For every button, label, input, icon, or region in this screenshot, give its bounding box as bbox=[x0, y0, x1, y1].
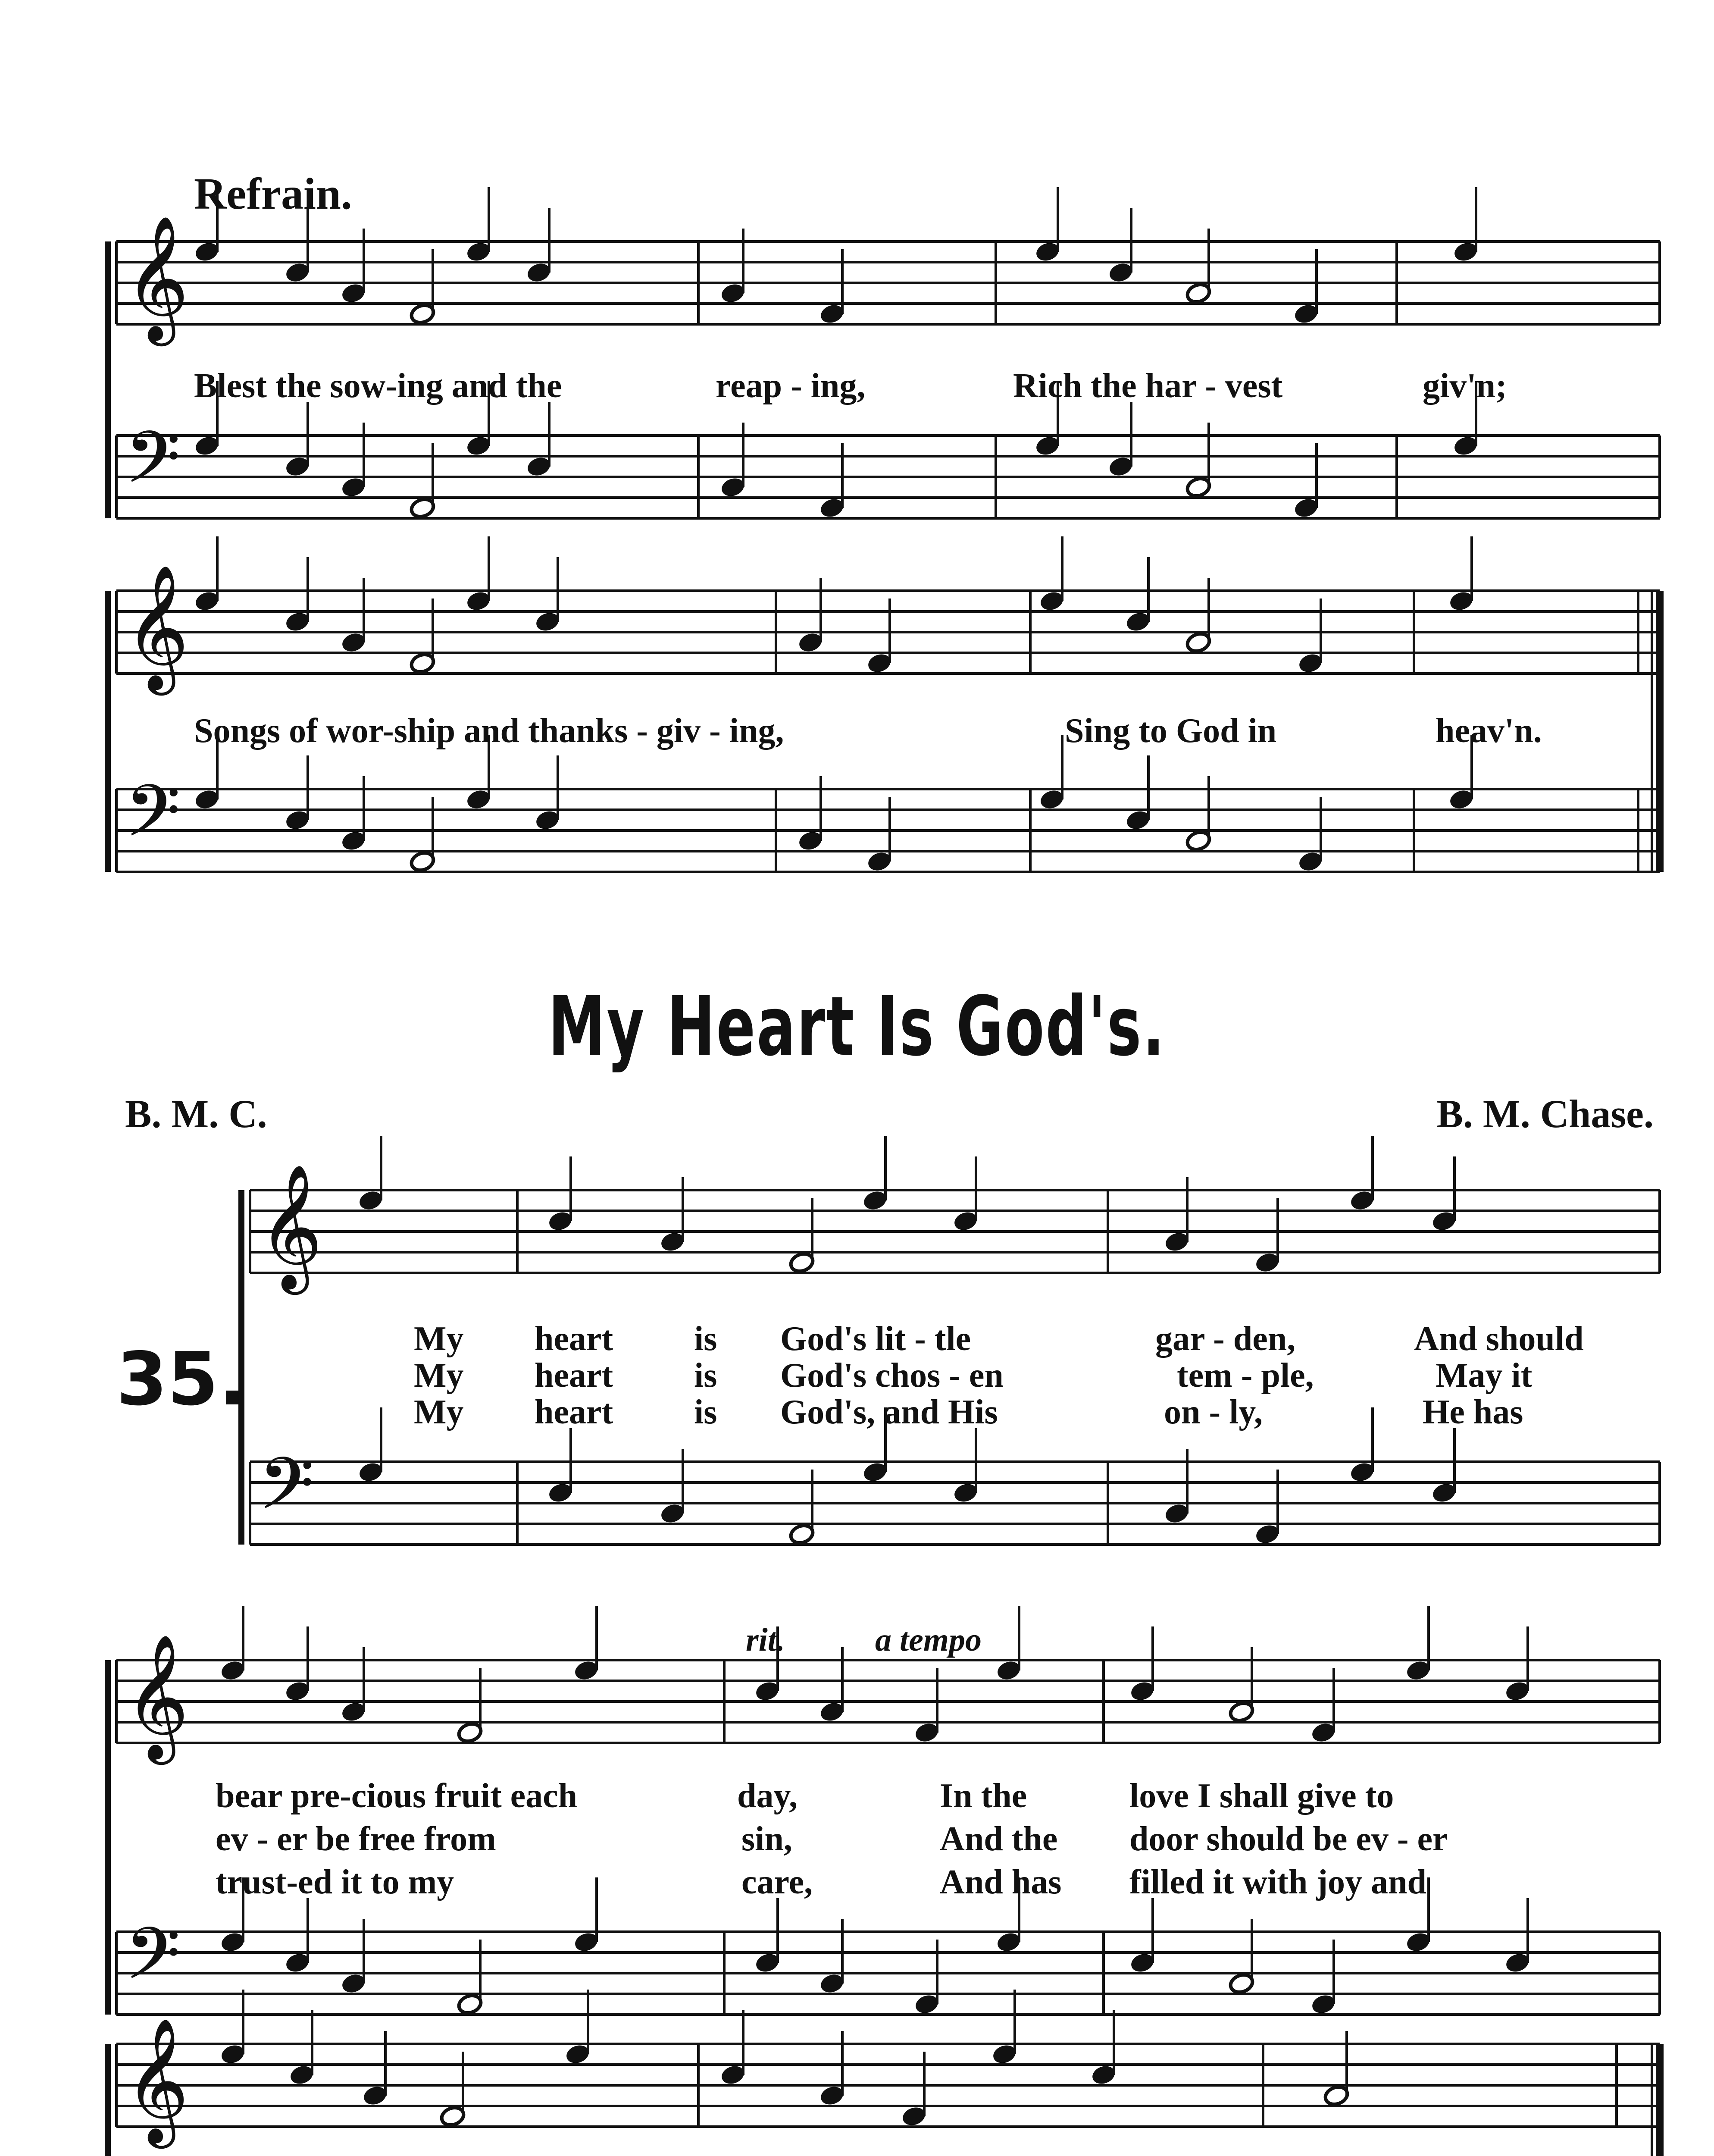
verse-lyric: And has bbox=[940, 1863, 1062, 1901]
clef-icon: 𝄞 bbox=[125, 2017, 189, 2143]
clef-icon: 𝄢 bbox=[125, 416, 181, 517]
verse-lyric: sin, bbox=[741, 1820, 792, 1858]
verse-lyric: ev - er be free from bbox=[216, 1820, 496, 1858]
refrain-lyric: Blest the sow-ing and the bbox=[194, 367, 562, 405]
clef-icon: 𝄢 bbox=[259, 1442, 314, 1543]
verse-lyric: My bbox=[414, 1320, 464, 1358]
refrain-label: Refrain. bbox=[194, 169, 352, 219]
verse-lyric: on - ly, bbox=[1164, 1393, 1263, 1431]
verse-lyric: My bbox=[414, 1393, 464, 1431]
verse-lyric: day, bbox=[737, 1777, 798, 1815]
clef-icon: 𝄞 bbox=[125, 564, 189, 689]
refrain-lyric: reap - ing, bbox=[716, 367, 866, 405]
refrain-lyric: Rich the har - vest bbox=[1013, 367, 1283, 405]
refrain-lyric: Sing to God in bbox=[1065, 712, 1277, 750]
refrain-lyric: heav'n. bbox=[1436, 712, 1542, 750]
verse-lyric: care, bbox=[741, 1863, 813, 1901]
verse-lyric: heart bbox=[535, 1320, 613, 1358]
words-credit: B. M. C. bbox=[125, 1092, 267, 1136]
verse-lyric: is bbox=[694, 1393, 717, 1431]
verse-lyric: love I shall give to bbox=[1129, 1777, 1394, 1815]
clef-icon: 𝄞 bbox=[259, 1163, 322, 1289]
clef-icon: 𝄞 bbox=[125, 1633, 189, 1759]
verse-lyric: God's lit - tle bbox=[780, 1320, 971, 1358]
verse-lyric: heart bbox=[535, 1357, 613, 1395]
verse-lyric: trust-ed it to my bbox=[216, 1863, 454, 1901]
verse-lyric: In the bbox=[940, 1777, 1027, 1815]
clef-icon: 𝄢 bbox=[125, 1912, 181, 2013]
verse-lyric: And the bbox=[940, 1820, 1058, 1858]
clef-icon: 𝄢 bbox=[125, 770, 181, 870]
verse-lyric: is bbox=[694, 1320, 717, 1358]
verse-lyric: is bbox=[694, 1357, 717, 1395]
a-tempo-marking: a tempo bbox=[875, 1622, 982, 1658]
verse-lyric: God's chos - en bbox=[780, 1357, 1004, 1395]
verse-lyric: bear pre-cious fruit each bbox=[216, 1777, 578, 1815]
verse-lyric: tem - ple, bbox=[1177, 1357, 1314, 1395]
verse-lyric: heart bbox=[535, 1393, 613, 1431]
clef-icon: 𝄞 bbox=[125, 215, 189, 340]
hymn-title: My Heart Is God's. bbox=[548, 979, 1166, 1074]
hymn-number: 35. bbox=[116, 1337, 247, 1422]
verse-lyric: God's, and His bbox=[780, 1393, 998, 1431]
verse-lyric: gar - den, bbox=[1155, 1320, 1296, 1358]
verse-lyric: He has bbox=[1423, 1393, 1523, 1431]
refrain-lyric: giv'n; bbox=[1423, 367, 1507, 405]
verse-lyric: filled it with joy and bbox=[1129, 1863, 1426, 1901]
refrain-lyric: Songs of wor-ship and thanks - giv - ing, bbox=[194, 712, 784, 750]
verse-lyric: And should bbox=[1414, 1320, 1584, 1358]
music-credit: B. M. Chase. bbox=[1436, 1092, 1654, 1136]
verse-lyric: May it bbox=[1436, 1357, 1533, 1395]
verse-lyric: My bbox=[414, 1357, 464, 1395]
verse-lyric: door should be ev - er bbox=[1129, 1820, 1448, 1858]
ritardando-marking: rit. bbox=[746, 1622, 785, 1658]
